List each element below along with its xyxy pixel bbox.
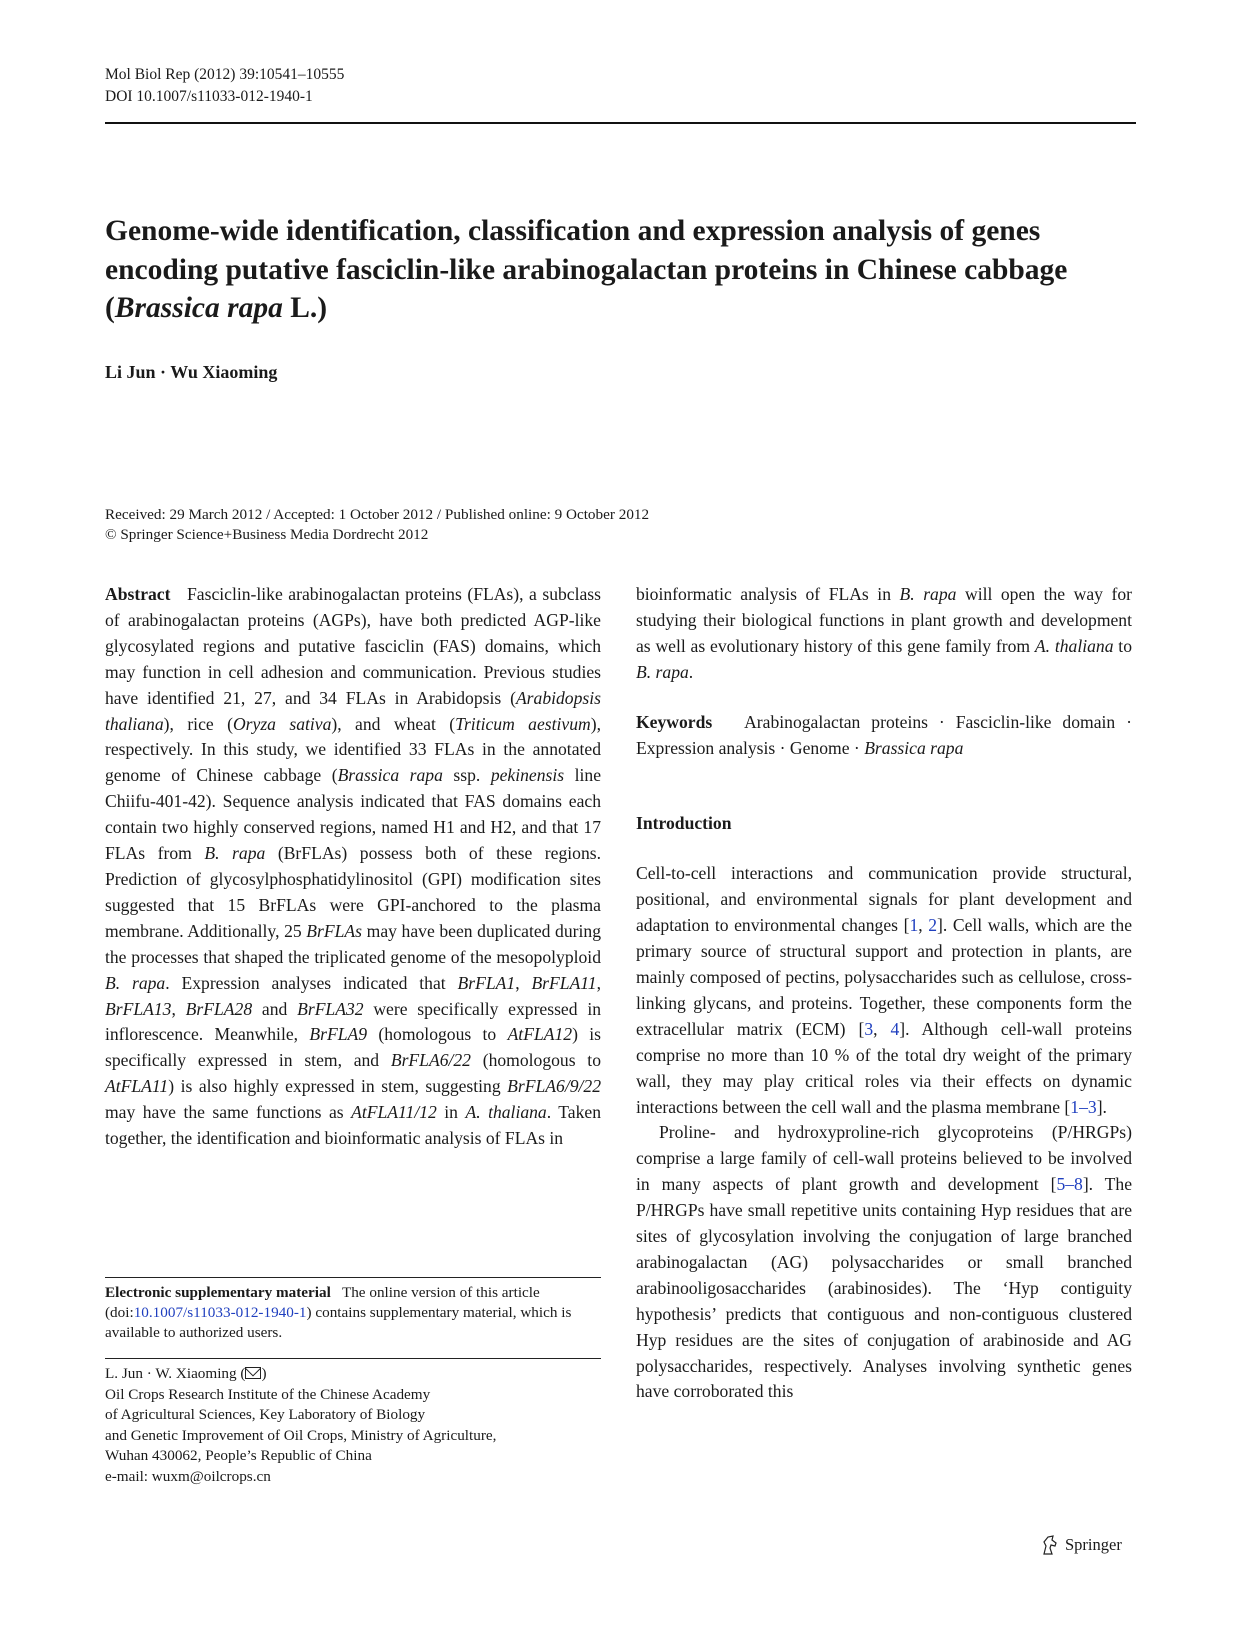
intro-paragraph-1: Cell-to-cell interactions and communication provide structural, positional, and environmental signals for plant development and adaptation to environmental changes [1, 2]. Cell walls, which are the primary source of structural support and protection in plants, are mainly composed of pectins, polysaccharides such as cellulose, cross-linking glycans, and proteins. Together, these components form the extracellular matrix (ECM) [3, 4]. Although cell-wall proteins comprise no more than 10 % of the total dry weight of the primary wall, they may play critical roles via their effects on dynamic interactions between the cell wall and the plasma membrane [1–3].	[636, 863, 1133, 1117]
dates-line: Received: 29 March 2012 / Accepted: 1 October 2012 / Published online: 9 October 2012	[105, 506, 650, 523]
journal-citation: Mol Biol Rep (2012) 39:10541–10555	[105, 66, 345, 83]
ref-link[interactable]: 3	[864, 1018, 874, 1039]
paper-title: Genome-wide identification, classification and expression analysis of genes encoding putative fasciclin-like arabinogalactan proteins in Chinese cabbage (Brassica rapa L.)	[105, 215, 1068, 324]
author-email[interactable]: e-mail: wuxm@oilcrops.cn	[105, 1467, 271, 1485]
affiliation-line: Wuhan 430062, People’s Republic of China	[105, 1447, 372, 1464]
right-column	[636, 582, 1132, 1405]
left-column	[105, 582, 601, 1152]
affiliation-line: Oil Crops Research Institute of the Chinese Academy	[105, 1385, 431, 1403]
header-rule	[105, 122, 1136, 124]
abstract-label: Abstract	[105, 584, 171, 604]
abstract-continued: bioinformatic analysis of FLAs in B. rapa will open the way for studying their biological functions in plant growth and development as well as evolutionary history of this gene family from A. thaliana to B. rapa.	[636, 584, 1133, 682]
publisher-logo	[1040, 1534, 1122, 1556]
affiliation-line: of Agricultural Sciences, Key Laboratory of Biology	[105, 1406, 426, 1423]
supplementary-label: Electronic supplementary material	[105, 1284, 331, 1301]
ref-link[interactable]: 1	[909, 915, 919, 936]
affiliation-line: and Genetic Improvement of Oil Crops, Ministry of Agriculture,	[105, 1426, 497, 1444]
copyright-line: © Springer Science+Business Media Dordrecht 2012	[105, 526, 429, 543]
intro-paragraph-2: Proline- and hydroxyproline-rich glycoproteins (P/HRGPs) comprise a large family of cell-wall proteins believed to be involved in many aspects of plant growth and development [5–8]. The P/HRGPs have small repetitive units containing Hyp residues that are sites of glycosylation involving the conjugation of large branched arabinogalactan (AG) polysaccharides or small branched arabinooligosaccharides (arabinosides). The ‘Hyp contiguity hypothesis’ predicts that contiguous and non-contiguous clustered Hyp residues are the sites of conjugation of arabinoside and AG polysaccharides, respectively. Analyses involving synthetic genes have corroborated this	[636, 1122, 1132, 1402]
supplementary-doi-link[interactable]: 10.1007/s11033-012-1940-1	[133, 1304, 307, 1321]
author-affiliation	[105, 1364, 601, 1487]
keywords: Keywords Arabinogalactan proteins · Fasciclin-like domain · Expression analysis · Genome · Brassica rapa	[636, 711, 1132, 758]
keywords-label: Keywords	[636, 711, 713, 732]
affiliation-rule	[105, 1358, 601, 1359]
footnote-rule	[105, 1277, 601, 1278]
ref-link[interactable]: 5–8	[1056, 1174, 1083, 1195]
ref-link[interactable]: 4	[890, 1018, 900, 1039]
springer-horse-icon	[1040, 1534, 1060, 1556]
publisher-name: Springer	[1065, 1535, 1122, 1554]
envelope-icon	[245, 1367, 261, 1379]
doi-line: DOI 10.1007/s11033-012-1940-1	[105, 88, 313, 105]
authors: Li Jun · Wu Xiaoming	[105, 362, 278, 382]
journal-header	[105, 64, 344, 108]
corresponding-authors: L. Jun · W. Xiaoming ( )	[105, 1365, 267, 1382]
supplementary-note: Electronic supplementary material The online version of this article (doi:10.1007/s11033-012-1940-1) contains supplementary material, which is available to authorized users.	[105, 1284, 572, 1341]
publication-dates	[105, 505, 649, 545]
section-heading-introduction: Introduction	[636, 813, 732, 834]
abstract: Abstract Fasciclin-like arabinogalactan proteins (FLAs), a subclass of arabinogalactan proteins (AGPs), have both predicted AGP-like glycosylated regions and putative fasciclin (FAS) domains, which may function in cell adhesion and communication. Previous studies have identified 21, 27, and 34 FLAs in Arabidopsis (Arabidopsis thaliana), rice (Oryza sativa), and wheat (Triticum aestivum), respectively. In this study, we identified 33 FLAs in the annotated genome of Chinese cabbage (Brassica rapa ssp. pekinensis line Chiifu-401-42). Sequence analysis indicated that FAS domains each contain two highly conserved regions, named H1 and H2, and that 17 FLAs from B. rapa (BrFLAs) possess both of these regions. Prediction of glycosylphosphatidylinositol (GPI) modification sites suggested that 15 BrFLAs were GPI-anchored to the plasma membrane. Additionally, 25 BrFLAs may have been duplicated during the processes that shaped the triplicated genome of the mesopolyploid B. rapa. Expression analyses indicated that BrFLA1, BrFLA11, BrFLA13, BrFLA28 and BrFLA32 were specifically expressed in inflorescence. Meanwhile, BrFLA9 (homologous to AtFLA12) is specifically expressed in stem, and BrFLA6/22 (homologous to AtFLA11) is also highly expressed in stem, suggesting BrFLA6/9/22 may have the same functions as AtFLA11/12 in A. thaliana. Taken together, the identification and bioinformatic analysis of FLAs in	[105, 584, 602, 1149]
ref-link[interactable]: 1–3	[1070, 1096, 1097, 1117]
abstract-continuation-prefix: bioinformatic analysis of FLAs in	[636, 584, 900, 604]
ref-link[interactable]: 2	[928, 915, 938, 936]
